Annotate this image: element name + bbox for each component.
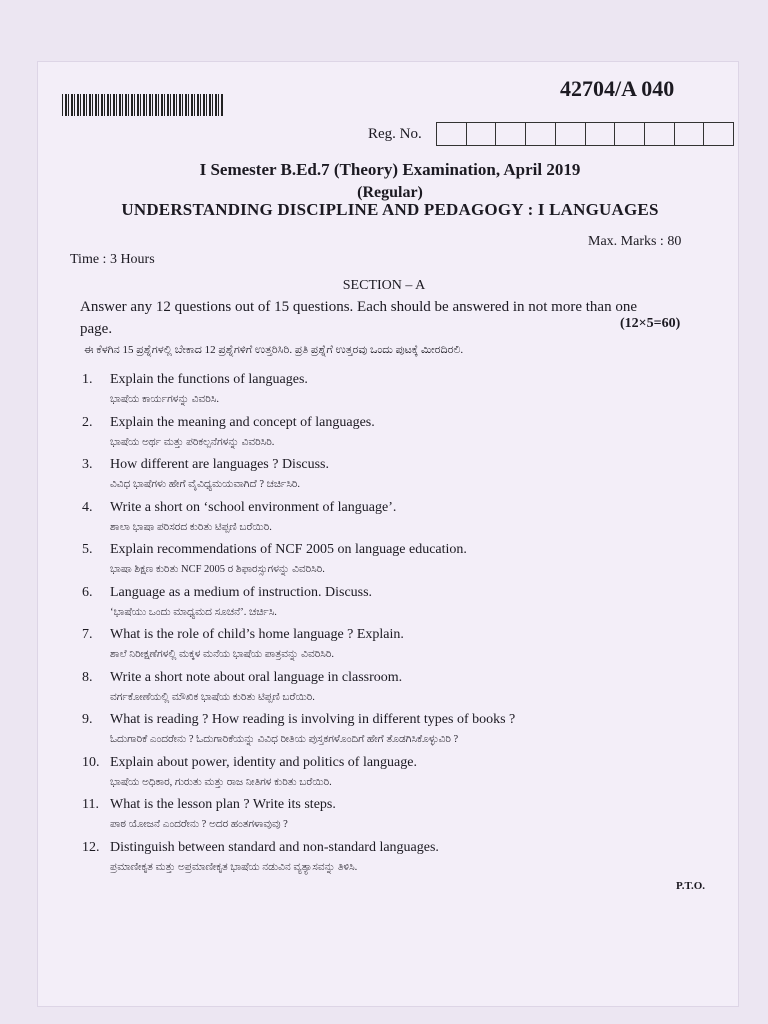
question-text: Write a short on ‘school environment of language’. bbox=[110, 499, 397, 515]
question-number: 9. bbox=[82, 712, 93, 727]
question-text-kannada: ಓದುಗಾರಿಕೆ ಎಂದರೇನು ? ಓದುಗಾರಿಕೆಯನ್ನು ವಿವಿಧ ರೀತಿಯ ಪುಸ್ತಕಗಳೊಂದಿಗೆ ಹೇಗೆ ತೊಡಗಿಸಿಕೊಳ್ಳುವಿರಿ ? bbox=[110, 734, 459, 745]
question-item bbox=[82, 712, 515, 728]
question-item bbox=[82, 457, 329, 473]
question-text: What is the role of child’s home language ? Explain. bbox=[110, 627, 404, 642]
reg-no-boxes bbox=[436, 122, 734, 146]
question-text: Distinguish between standard and non-standard languages. bbox=[110, 839, 439, 855]
paper-code: 42704/A 040 bbox=[560, 76, 675, 101]
question-text: Explain about power, identity and politics of language. bbox=[110, 754, 417, 770]
question-item bbox=[82, 670, 402, 686]
section-marks: (12×5=60) bbox=[620, 316, 681, 331]
question-item bbox=[82, 585, 372, 601]
question-text-kannada: ಭಾಷೆಯ ಅಧಿಕಾರ, ಗುರುತು ಮತ್ತು ರಾಜ ನೀತಿಗಳ ಕುರಿತು ಬರೆಯಿರಿ. bbox=[110, 776, 332, 788]
question-text: Explain recommendations of NCF 2005 on language education. bbox=[110, 542, 467, 557]
section-title: SECTION – A bbox=[342, 278, 426, 293]
question-text-kannada: ಪ್ರಮಾಣೀಕೃತ ಮತ್ತು ಅಪ್ರಮಾಣೀಕೃತ ಭಾಷೆಯ ನಡುವಿನ ವ್ಯತ್ಯಾಸವನ್ನು ತಿಳಿಸಿ. bbox=[110, 861, 358, 873]
question-text-kannada: ಭಾಷೆಯ ಕಾರ್ಯಗಳನ್ನು ವಿವರಿಸಿ. bbox=[110, 394, 219, 405]
question-text-kannada: ಪಾಠ ಯೋಜನೆ ಎಂದರೇನು ? ಅದರ ಹಂತಗಳಾವುವು ? bbox=[110, 819, 288, 830]
subject-title: UNDERSTANDING DISCIPLINE AND PEDAGOGY : I LANGUAGES bbox=[121, 200, 659, 219]
question-number: 2. bbox=[82, 414, 93, 430]
question-text-kannada: ವರ್ಗಕೋಣೆಯಲ್ಲಿ ಮೌಖಿಕ ಭಾಷೆಯ ಕುರಿತು ಟಿಪ್ಪಣಿ ಬರೆಯಿರಿ. bbox=[110, 691, 315, 703]
exam-regular: (Regular) bbox=[357, 184, 423, 201]
question-number: 5. bbox=[82, 542, 93, 557]
time-allowed: Time : 3 Hours bbox=[70, 252, 155, 267]
question-text-kannada: ಭಾಷಾ ಶಿಕ್ಷಣ ಕುರಿತು NCF 2005 ರ ಶಿಫಾರಸ್ಸುಗಳನ್ನು ವಿವರಿಸಿರಿ. bbox=[110, 564, 325, 575]
question-text: Explain the functions of languages. bbox=[110, 372, 308, 387]
question-item bbox=[82, 500, 396, 516]
section-instruction: Answer any 12 questions out of 15 questions. Each should be answered in not more than one page. bbox=[80, 299, 637, 337]
question-number: 1. bbox=[82, 372, 93, 387]
question-number: 6. bbox=[82, 584, 93, 600]
question-number: 4. bbox=[82, 499, 93, 515]
question-text-kannada: ಶಾಲಾ ಭಾಷಾ ಪರಿಸರದ ಕುರಿತು ಟಿಪ್ಪಣಿ ಬರೆಯಿರಿ. bbox=[110, 521, 272, 533]
question-text-kannada: ಭಾಷೆಯ ಅರ್ಥ ಮತ್ತು ಪರಿಕಲ್ಪನೆಗಳನ್ನು ವಿವರಿಸಿರಿ. bbox=[110, 436, 275, 448]
question-text-kannada: ಶಾಲೆ ನಿರೀಕ್ಷಣೆಗಳಲ್ಲಿ ಮಕ್ಕಳ ಮನೆಯ ಭಾಷೆಯ ಪಾತ್ರವನ್ನು ವಿವರಿಸಿರಿ. bbox=[110, 649, 334, 660]
question-number: 12. bbox=[82, 839, 100, 855]
question-text-kannada: ‘ಭಾಷೆಯು ಒಂದು ಮಾಧ್ಯಮದ ಸೂಚನೆ’. ಚರ್ಚಿಸಿ. bbox=[110, 606, 277, 618]
question-text: Explain the meaning and concept of languages. bbox=[110, 414, 375, 430]
question-item bbox=[82, 797, 336, 813]
question-text: Write a short note about oral language in classroom. bbox=[110, 669, 403, 685]
question-number: 10. bbox=[82, 754, 100, 770]
question-text: How different are languages ? Discuss. bbox=[110, 457, 330, 472]
question-item bbox=[82, 755, 417, 771]
question-number: 8. bbox=[82, 669, 93, 685]
max-marks: Max. Marks : 80 bbox=[588, 234, 682, 249]
reg-no-label: Reg. No. bbox=[368, 126, 422, 142]
question-number: 3. bbox=[82, 457, 93, 472]
question-item bbox=[82, 542, 467, 558]
question-item bbox=[82, 627, 404, 643]
question-text: What is reading ? How reading is involving in different types of books ? bbox=[110, 712, 516, 727]
question-text: What is the lesson plan ? Write its steps. bbox=[110, 797, 336, 812]
question-item bbox=[82, 415, 375, 431]
barcode bbox=[62, 94, 224, 116]
section-instruction-kannada: ಈ ಕೆಳಗಿನ 15 ಪ್ರಶ್ನೆಗಳಲ್ಲಿ ಬೇಕಾದ 12 ಪ್ರಶ್ನೆಗಳಿಗೆ ಉತ್ತರಿಸಿರಿ. ಪ್ರತಿ ಪ್ರಶ್ನೆಗೆ ಉತ್ತರವು ಒಂದು ಪುಟಕ್ಕೆ ಮೀರದಿರಲಿ. bbox=[84, 344, 464, 356]
pto-label: P.T.O. bbox=[676, 880, 706, 892]
question-text-kannada: ವಿವಿಧ ಭಾಷೆಗಳು ಹೇಗೆ ವೈವಿಧ್ಯಮಯವಾಗಿದೆ ? ಚರ್ಚಿಸಿರಿ. bbox=[110, 479, 301, 490]
question-number: 11. bbox=[82, 797, 99, 812]
exam-title: I Semester B.Ed.7 (Theory) Examination, April 2019 bbox=[199, 160, 581, 179]
question-item bbox=[82, 372, 308, 388]
question-item bbox=[82, 840, 439, 856]
question-text: Language as a medium of instruction. Discuss. bbox=[110, 584, 373, 600]
question-number: 7. bbox=[82, 627, 93, 642]
